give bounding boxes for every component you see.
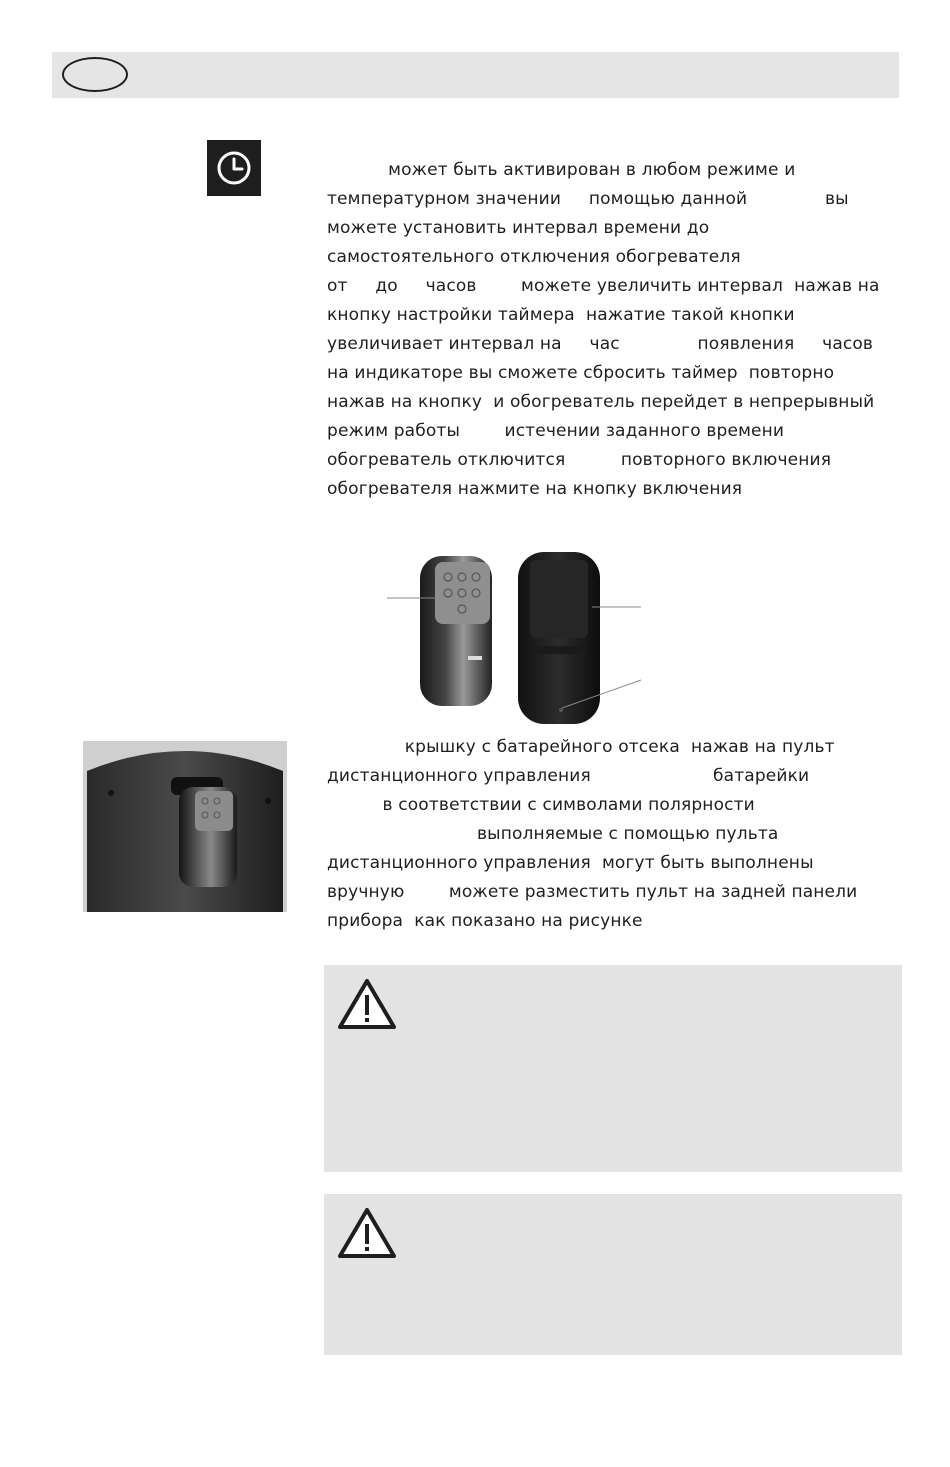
text-line: самостоятельного отключения обогревателя bbox=[327, 247, 741, 267]
text-line: от до часов можете увеличить интервал нажав на bbox=[327, 276, 880, 296]
clock-icon bbox=[207, 140, 261, 196]
text-line: дистанционного управления могут быть выполнены bbox=[327, 853, 814, 873]
text-line: обогревателя нажмите на кнопку включения bbox=[327, 479, 743, 499]
text-line: увеличивает интервал на час появления часов bbox=[327, 334, 874, 354]
text-line: температурном значении помощью данной вы bbox=[327, 189, 849, 209]
warning-box bbox=[324, 965, 902, 1172]
text-line: в соответствии с символами полярности bbox=[327, 795, 755, 815]
language-badge bbox=[62, 57, 128, 92]
text-line: крышку с батарейного отсека нажав на пульт bbox=[327, 737, 835, 757]
text-line: выполняемые с помощью пульта bbox=[327, 824, 779, 844]
remote-on-heater-photo bbox=[83, 741, 287, 912]
header-bar bbox=[52, 52, 899, 98]
remote-description bbox=[327, 733, 857, 936]
remote-control-figure bbox=[380, 550, 650, 730]
remote-back bbox=[518, 552, 600, 724]
text-line: дистанционного управления батарейки bbox=[327, 766, 810, 786]
warning-triangle-icon bbox=[336, 977, 398, 1031]
text-line: нажав на кнопку и обогреватель перейдет в непрерывный bbox=[327, 392, 875, 412]
text-line: можете установить интервал времени до bbox=[327, 218, 710, 238]
text-line: кнопку настройки таймера нажатие такой кнопки bbox=[327, 305, 795, 325]
text-line: прибора как показано на рисунке bbox=[327, 911, 643, 931]
timer-description bbox=[327, 156, 880, 504]
warning-box bbox=[324, 1194, 902, 1355]
text-line: вручную можете разместить пульт на задней панели bbox=[327, 882, 858, 902]
text-line: режим работы истечении заданного времени bbox=[327, 421, 785, 441]
text-line: может быть активирован в любом режиме и bbox=[327, 160, 796, 180]
text-line: обогреватель отключится повторного включения bbox=[327, 450, 832, 470]
warning-triangle-icon bbox=[336, 1206, 398, 1260]
text-line: на индикаторе вы сможете сбросить таймер повторно bbox=[327, 363, 835, 383]
remote-front bbox=[420, 556, 492, 706]
